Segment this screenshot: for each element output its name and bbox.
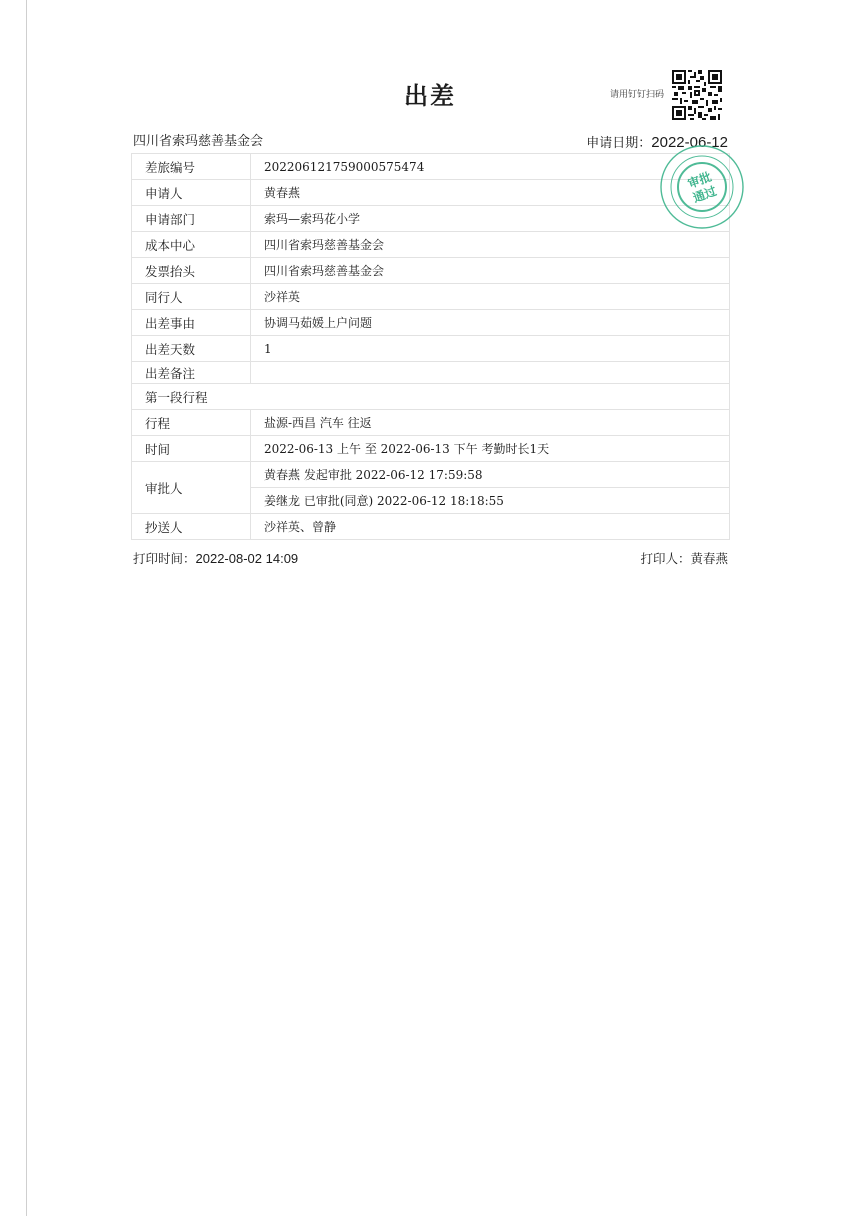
table-row [132, 284, 730, 310]
print-time-label: 打印时间： [133, 551, 196, 566]
scan-hint: 请用钉钉扫码 [610, 90, 665, 100]
field-value: 盐源-西昌 汽车 往返 [251, 410, 730, 436]
cc-label: 抄送人 [132, 514, 251, 540]
field-label: 出差备注 [132, 362, 251, 384]
table-row [132, 310, 730, 336]
section-header-row [132, 384, 730, 410]
travel-form-table [131, 153, 730, 540]
table-row [132, 154, 730, 180]
page-title: 出差 [404, 82, 456, 110]
field-label: 发票抬头 [132, 258, 251, 284]
print-time [133, 549, 298, 567]
printer-label: 打印人： [640, 551, 691, 566]
qr-code-icon [672, 70, 722, 120]
field-label: 成本中心 [132, 232, 251, 258]
field-value: 协调马茹媛上户问题 [251, 310, 730, 336]
stamp-text-line1: 审批 [685, 169, 714, 192]
scan-edge-line [26, 0, 27, 1216]
section-title: 第一段行程 [132, 384, 730, 410]
table-row [132, 180, 730, 206]
approval-entry: 黄春燕 发起审批 2022-06-12 17:59:58 [251, 462, 730, 488]
field-label: 行程 [132, 410, 251, 436]
approved-stamp-icon [659, 144, 745, 230]
apply-date-value: 2022-06-12 [651, 134, 728, 151]
table-row [132, 232, 730, 258]
field-label: 申请部门 [132, 206, 251, 232]
field-value: 四川省索玛慈善基金会 [251, 258, 730, 284]
field-value: 2022-06-13 上午 至 2022-06-13 下午 考勤时长1天 [251, 436, 730, 462]
field-label: 申请人 [132, 180, 251, 206]
table-row [132, 514, 730, 540]
field-value: 202206121759000575474 [251, 154, 730, 180]
table-row [132, 362, 730, 384]
field-label: 时间 [132, 436, 251, 462]
field-value: 黄春燕 [251, 180, 730, 206]
field-label: 差旅编号 [132, 154, 251, 180]
approval-entry: 姜继龙 已审批(同意) 2022-06-12 18:18:55 [251, 488, 730, 514]
field-label: 同行人 [132, 284, 251, 310]
table-row [132, 336, 730, 362]
field-value: 索玛—索玛花小学 [251, 206, 730, 232]
field-value [251, 362, 730, 384]
apply-date-label: 申请日期： [586, 136, 652, 151]
table-row [132, 436, 730, 462]
printer-value: 黄春燕 [690, 551, 728, 566]
table-row [132, 206, 730, 232]
printer [640, 549, 728, 567]
organization-name: 四川省索玛慈善基金会 [133, 134, 264, 149]
approver-label: 审批人 [132, 462, 251, 514]
field-label: 出差事由 [132, 310, 251, 336]
table-row [132, 258, 730, 284]
field-label: 出差天数 [132, 336, 251, 362]
field-value: 沙祥英 [251, 284, 730, 310]
field-value: 四川省索玛慈善基金会 [251, 232, 730, 258]
cc-value: 沙祥英、曾静 [251, 514, 730, 540]
stamp-text-line2: 通过 [691, 183, 719, 206]
table-row [132, 410, 730, 436]
print-time-value: 2022-08-02 14:09 [195, 551, 299, 566]
field-value: 1 [251, 336, 730, 362]
table-row [132, 462, 730, 488]
